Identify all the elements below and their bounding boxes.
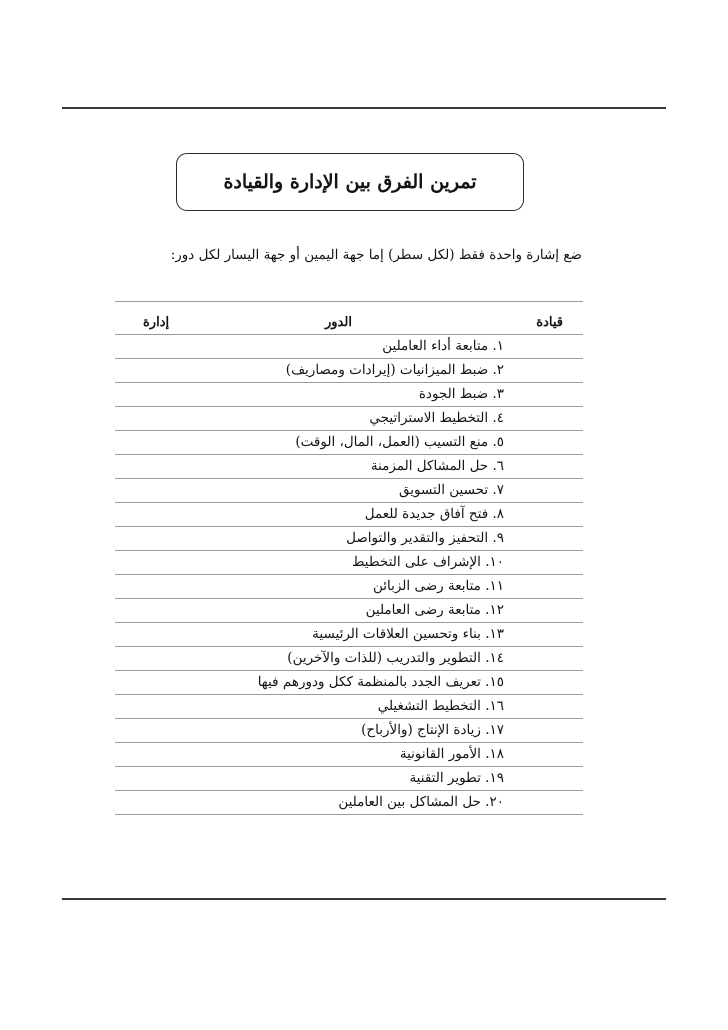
row-divider-line	[115, 478, 583, 479]
row-divider-line	[115, 430, 583, 431]
table-row: ٨. فتح آفاق جديدة للعمل	[364, 506, 504, 522]
table-top-line	[115, 301, 583, 302]
row-divider-line	[115, 814, 583, 815]
role-column-header: الدور	[325, 315, 352, 330]
row-divider-line	[115, 382, 583, 383]
table-row: ٩. التحفيز والتقدير والتواصل	[346, 530, 504, 546]
table-row: ١٨. الأمور القانونية	[399, 746, 504, 762]
table-row: ١٩. تطوير التقنية	[409, 770, 504, 786]
table-row: ١٢. متابعة رضى العاملين	[365, 602, 504, 618]
top-rule	[62, 107, 666, 109]
row-divider-line	[115, 646, 583, 647]
row-divider-line	[115, 454, 583, 455]
table-row: ١٤. التطوير والتدريب (للذات والآخرين)	[287, 650, 504, 666]
row-divider-line	[115, 598, 583, 599]
row-divider-line	[115, 406, 583, 407]
instruction-text: ضع إشارة واحدة فقط (لكل سطر) إما جهة اليمين أو جهة اليسار لكل دور:	[170, 247, 582, 263]
table-row: ٤. التخطيط الاستراتيجي	[369, 410, 504, 426]
row-divider-line	[115, 502, 583, 503]
table-row: ٣. ضبط الجودة	[418, 386, 504, 402]
header-divider-line	[115, 334, 583, 335]
table-row: ١٦. التخطيط التشغيلي	[377, 698, 504, 714]
management-column-header: إدارة	[143, 315, 170, 330]
row-divider-line	[115, 622, 583, 623]
table-row: ١٥. تعريف الجدد بالمنظمة ككل ودورهم فيها	[257, 674, 504, 690]
row-divider-line	[115, 766, 583, 767]
table-row: ١٠. الإشراف على التخطيط	[351, 554, 504, 570]
table-row: ١٣. بناء وتحسين العلاقات الرئيسية	[312, 626, 504, 642]
title-box	[176, 153, 524, 211]
row-divider-line	[115, 742, 583, 743]
row-divider-line	[115, 574, 583, 575]
bottom-rule	[62, 898, 666, 900]
row-divider-line	[115, 550, 583, 551]
row-divider-line	[115, 790, 583, 791]
table-row: ١. متابعة أداء العاملين	[382, 338, 504, 354]
leadership-column-header: قيادة	[536, 315, 563, 330]
table-row: ٧. تحسين التسويق	[399, 482, 504, 498]
table-row: ٢٠. حل المشاكل بين العاملين	[338, 794, 504, 810]
page-title: تمرين الفرق بين الإدارة والقيادة	[223, 171, 477, 193]
row-divider-line	[115, 694, 583, 695]
row-divider-line	[115, 526, 583, 527]
row-divider-line	[115, 358, 583, 359]
table-row: ٦. حل المشاكل المزمنة	[370, 458, 504, 474]
table-row: ١١. متابعة رضى الزبائن	[372, 578, 504, 594]
row-divider-line	[115, 670, 583, 671]
table-row: ٢. ضبط الميزانيات (إيرادات ومصاريف)	[285, 362, 504, 378]
table-row: ١٧. زيادة الإنتاج (والأرباح)	[361, 722, 504, 738]
table-row: ٥. منع التسيب (العمل، المال، الوقت)	[295, 434, 504, 450]
row-divider-line	[115, 718, 583, 719]
